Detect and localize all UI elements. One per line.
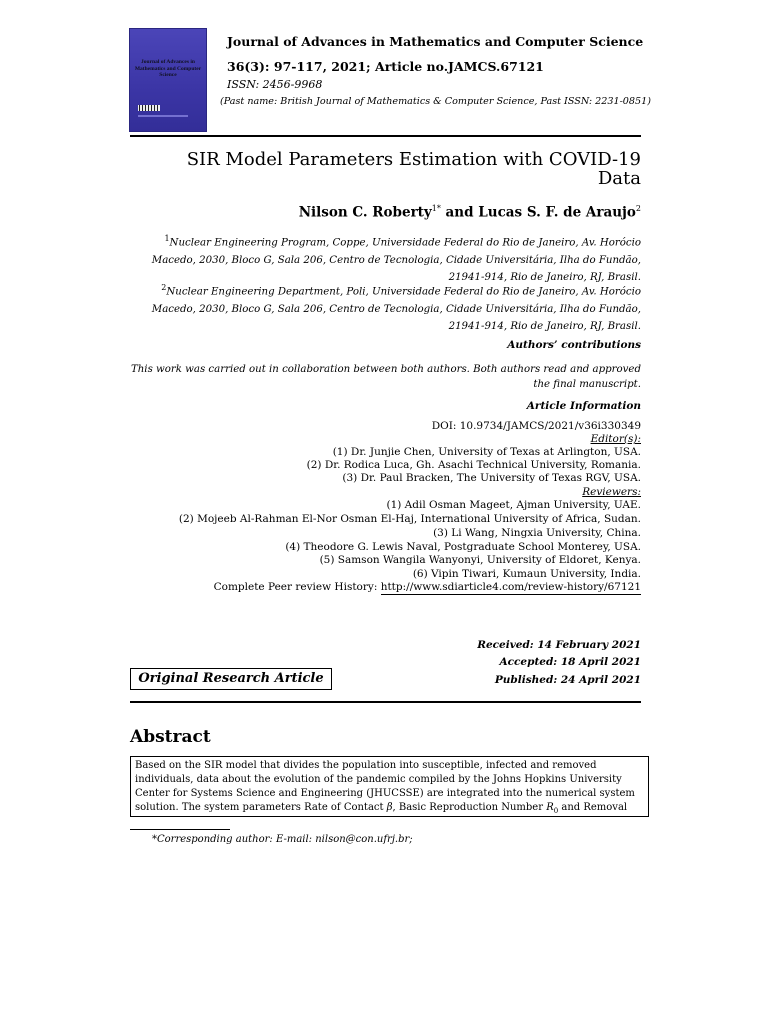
paper-title <box>130 150 641 188</box>
reviewer-6: (6) Vipin Tiwari, Kumaun University, India. <box>412 568 641 580</box>
affiliation-2-line-2: Macedo, 2030, Bloco G, Sala 206, Centro de Tecnologia, Cidade Universitária, Ilha do Fundão, <box>151 303 641 315</box>
abstract-line-2: individuals, data about the evolution of the pandemic compiled by the Johns Hopkins University <box>135 774 622 785</box>
contributions-heading: Authors’ contributions <box>507 339 641 351</box>
abstract-line-4-b: , Basic Reproduction Number <box>392 802 547 813</box>
peer-review-link[interactable]: http://www.sdiarticle4.com/review-history/67121 <box>380 581 641 593</box>
abstract-line-1: Based on the SIR model that divides the population into susceptible, infected and removed <box>135 760 597 771</box>
author-1-sup: 1* <box>431 204 441 213</box>
abstract-line-3: Center for Systems Science and Engineering (JHUCSSE) are integrated into the numerical system <box>135 788 635 799</box>
editor-1: (1) Dr. Junjie Chen, University of Texas at Arlington, USA. <box>332 446 641 458</box>
reviewer-4: (4) Theodore G. Lewis Naval, Postgraduate School Monterey, USA. <box>285 541 641 553</box>
cover-decoration <box>138 115 188 117</box>
journal-name: Journal of Advances in Mathematics and Computer Science <box>227 34 644 49</box>
reviewer-2: (2) Mojeeb Al-Rahman El-Nor Osman El-Haj, International University of Africa, Sudan. <box>178 513 641 525</box>
affiliation-1-line-2: Macedo, 2030, Bloco G, Sala 206, Centro de Tecnologia, Cidade Universitária, Ilha do Fundão, <box>151 254 641 266</box>
journal-cover-image <box>129 28 207 132</box>
received-date: Received: 14 February 2021 <box>477 639 641 651</box>
title-line-2: Data <box>597 168 641 189</box>
cover-barcode <box>138 105 160 111</box>
affiliation-2-line-1: Nuclear Engineering Department, Poli, Universidade Federal do Rio de Janeiro, Av. Horócio <box>166 286 641 298</box>
cover-title: Journal of Advances in Mathematics and Computer Science <box>134 59 202 78</box>
abstract-line-4-c: and Removal <box>558 802 628 813</box>
header-rule <box>130 135 641 137</box>
abstract-box <box>130 756 649 817</box>
editor-2: (2) Dr. Rodica Luca, Gh. Asachi Technical University, Romania. <box>306 459 641 471</box>
editor-3: (3) Dr. Paul Bracken, The University of Texas RGV, USA. <box>342 472 641 484</box>
peer-review-label: Complete Peer review History: <box>213 581 378 593</box>
reviewer-1: (1) Adil Osman Mageet, Ajman University, UAE. <box>386 499 641 511</box>
author-2: Lucas S. F. de Araujo <box>478 204 636 221</box>
contributions-line-2: the final manuscript. <box>533 379 641 390</box>
abstract-heading: Abstract <box>130 727 211 747</box>
author-and: and <box>440 204 479 221</box>
r-symbol: R <box>546 802 554 813</box>
abstract-line-4-a: solution. The system parameters Rate of Contact <box>135 802 387 813</box>
footnote-rule <box>130 829 230 830</box>
title-line-1: SIR Model Parameters Estimation with COVID-19 <box>186 149 641 170</box>
accepted-date: Accepted: 18 April 2021 <box>499 656 641 668</box>
article-type-label: Original Research Article <box>130 668 332 690</box>
published-date: Published: 24 April 2021 <box>494 674 641 686</box>
affiliation-1-sup: 1 <box>164 234 170 243</box>
article-info-heading: Article Information <box>526 400 641 412</box>
affiliation-1-line-3: 21941-914, Rio de Janeiro, RJ, Brasil. <box>448 272 641 284</box>
volume-line: 36(3): 97-117, 2021; Article no.JAMCS.67121 <box>227 59 544 74</box>
affiliation-2 <box>130 279 641 336</box>
doi: DOI: 10.9734/JAMCS/2021/v36i330349 <box>431 420 641 432</box>
editors-label: Editor(s): <box>590 433 641 445</box>
author-2-sup: 2 <box>635 204 641 213</box>
issn: ISSN: 2456-9968 <box>227 78 323 91</box>
section-rule <box>130 701 641 703</box>
authors <box>130 204 641 221</box>
contributions-text <box>130 362 641 392</box>
corresponding-author-footnote: *Corresponding author: E-mail: nilson@con.ufrj.br; <box>152 834 413 845</box>
r-subscript: 0 <box>553 807 559 815</box>
affiliation-2-line-3: 21941-914, Rio de Janeiro, RJ, Brasil. <box>448 321 641 333</box>
beta-symbol: β <box>386 802 393 813</box>
past-name: (Past name: British Journal of Mathematics & Computer Science, Past ISSN: 2231-0851) <box>220 96 651 107</box>
peer-review-history <box>130 581 641 594</box>
reviewer-5: (5) Samson Wangila Wanyonyi, University of Eldoret, Kenya. <box>319 554 641 566</box>
contributions-line-1: This work was carried out in collaboration between both authors. Both authors read and approved <box>130 364 641 375</box>
author-1: Nilson C. Roberty <box>298 204 432 221</box>
reviewers-label: Reviewers: <box>582 486 641 498</box>
reviewer-3: (3) Li Wang, Ningxia University, China. <box>433 527 641 539</box>
affiliation-2-sup: 2 <box>161 283 167 292</box>
abstract-line-4 <box>135 801 644 818</box>
affiliation-1-line-1: Nuclear Engineering Program, Coppe, Universidade Federal do Rio de Janeiro, Av. Horócio <box>169 237 641 249</box>
